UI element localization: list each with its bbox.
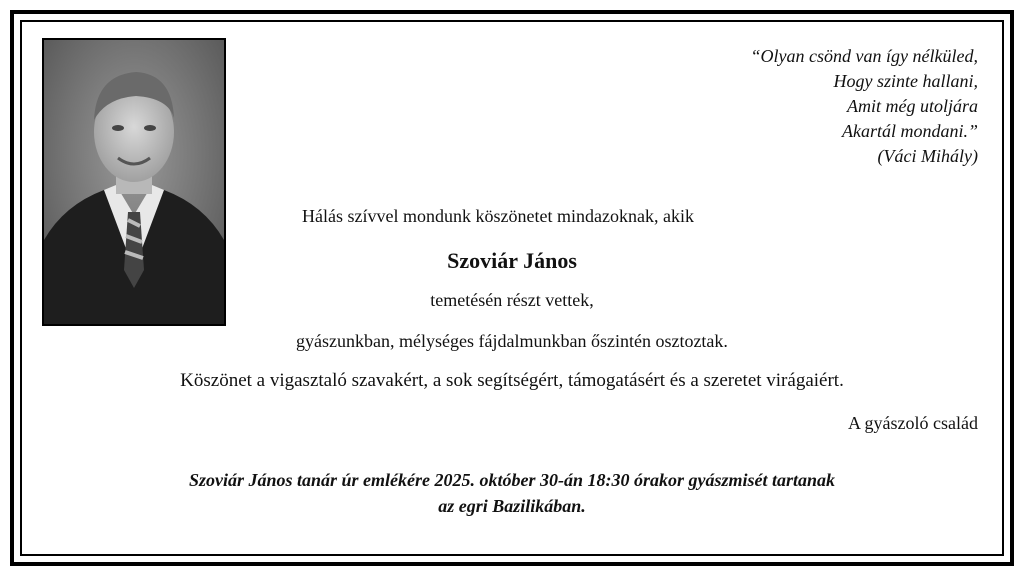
thanks-text: Hálás szívvel mondunk köszönetet mindazoknak, akik <box>302 206 694 226</box>
quote-author: (Váci Mihály) <box>877 146 978 166</box>
deceased-name: Szoviár János <box>447 248 577 273</box>
gratitude-text: Köszönet a vigasztaló szavakért, a sok segítségért, támogatásért és a szeretet virágaiért. <box>180 370 844 391</box>
quote-line: Hogy szinte hallani, <box>833 71 978 91</box>
attended-text: temetésén részt vettek, <box>430 290 594 310</box>
quote-line: Akartál mondani.” <box>841 121 978 141</box>
quote-line: Amit még utoljára <box>847 96 978 116</box>
family-signature: A gyászoló család <box>848 413 978 433</box>
sorrow-text: gyászunkban, mélységes fájdalmunkban őszintén osztoztak. <box>296 331 728 351</box>
quote-block <box>751 44 978 169</box>
mass-line: az egri Bazilikában. <box>438 496 586 516</box>
memorial-mass-notice <box>0 467 1024 519</box>
quote-line: “Olyan csönd van így nélküled, <box>750 46 978 66</box>
mass-line: Szoviár János tanár úr emlékére 2025. október 30-án 18:30 órakor gyászmisét tartanak <box>188 470 836 490</box>
portrait-photo <box>42 38 226 326</box>
